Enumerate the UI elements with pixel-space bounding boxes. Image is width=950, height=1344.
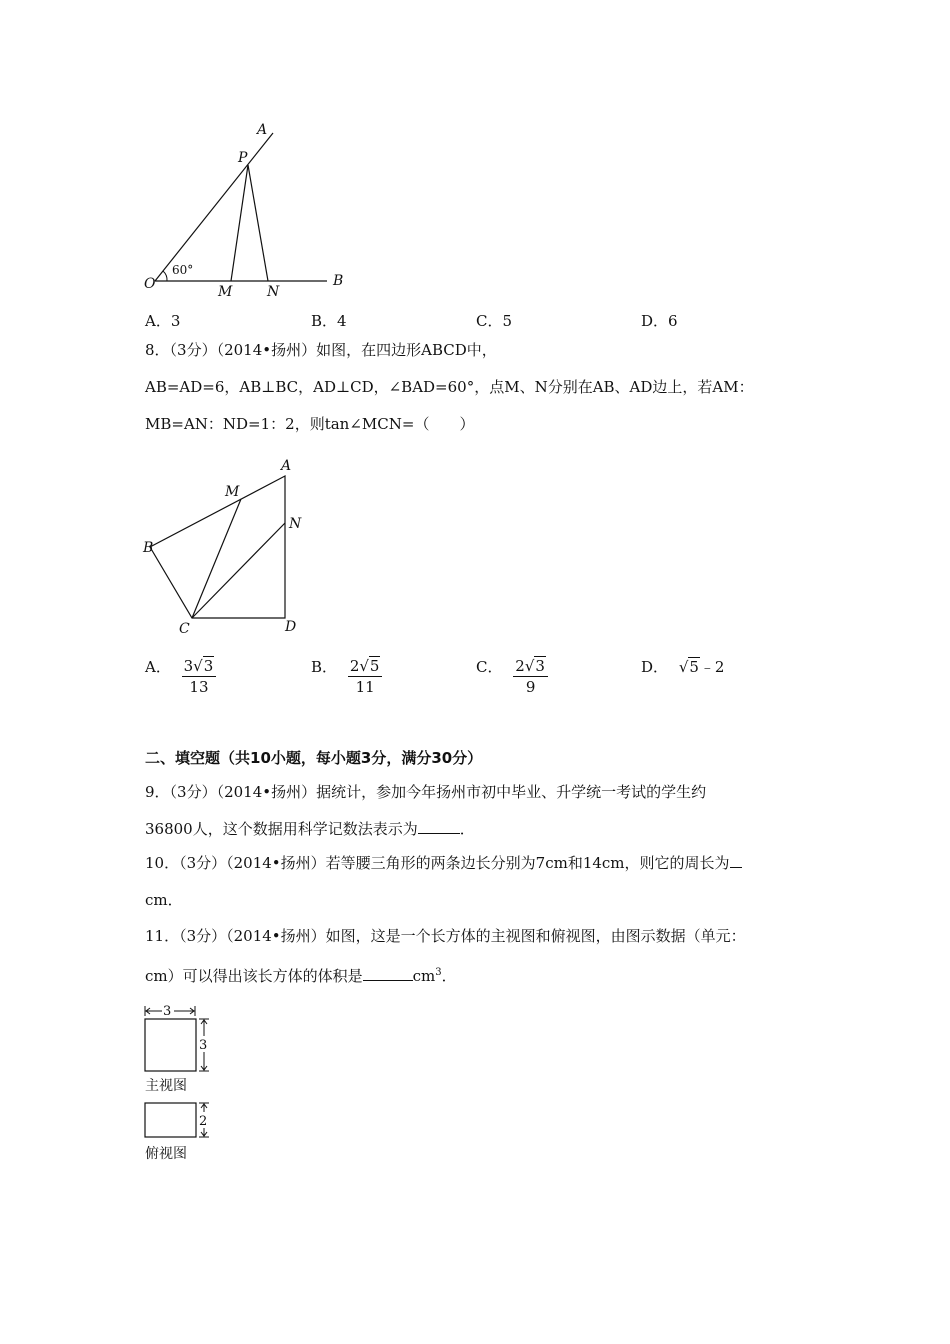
label-a: A — [281, 458, 292, 474]
label-b: B — [143, 540, 154, 556]
quadrilateral-abcd — [150, 476, 285, 618]
q9-answer-blank[interactable] — [418, 819, 460, 834]
segment-cm — [192, 499, 241, 618]
label-m: M — [218, 284, 233, 300]
q10-line1: 10．（3分）（2014•扬州）若等腰三角形的两条边长分别为7cm和14cm，则它的周长为 — [145, 853, 742, 873]
width-label: 3 — [163, 1004, 172, 1019]
top-view-rect — [145, 1103, 196, 1137]
q7-option-b: B．4 — [311, 312, 347, 330]
q9-line1: 9．（3分）（2014•扬州）据统计，参加今年扬州市初中毕业、升学统一考试的学生约 — [145, 783, 707, 801]
label-c: C — [179, 621, 190, 637]
front-view-caption: 主视图 — [145, 1078, 187, 1094]
label-d: D — [285, 619, 297, 635]
q8-figure — [135, 452, 315, 637]
q8-line2: AB=AD=6，AB⊥BC，AD⊥CD，∠BAD=60°，点M、N分别在AB、AD边上，若AM： — [145, 378, 754, 396]
q11-figure — [140, 1000, 220, 1170]
q7-option-c: C．5 — [476, 312, 513, 330]
label-n: N — [289, 516, 302, 532]
q7-figure — [130, 118, 360, 303]
q8-line1: 8．（3分）（2014•扬州）如图，在四边形ABCD中， — [145, 341, 497, 359]
angle-arc — [163, 271, 167, 281]
label-p: P — [238, 150, 248, 166]
height-label: 3 — [199, 1038, 208, 1053]
segment-cn — [192, 523, 285, 618]
q8-option-a: A． $\frac{3√3}{13}$ — [145, 656, 216, 697]
q11-line1: 11．（3分）（2014•扬州）如图，这是一个长方体的主视图和俯视图，由图示数据（单元： — [145, 927, 746, 945]
q10-answer-blank[interactable] — [730, 853, 742, 868]
label-b: B — [333, 273, 344, 289]
segment-pn — [248, 165, 268, 281]
q9-line2: 36800人，这个数据用科学记数法表示为 ． — [145, 820, 475, 838]
label-m: M — [225, 484, 240, 500]
q8-line3: MB=AN：ND=1：2，则tan∠MCN=（ ） — [145, 415, 475, 433]
top-view-caption: 俯视图 — [145, 1146, 187, 1162]
q8-option-b: B． $\frac{2√5}{11}$ — [311, 656, 382, 697]
q10-line2: cm． — [145, 891, 183, 909]
angle-label: 60° — [172, 263, 194, 277]
q8-option-c: C． $\frac{2√3}{9}$ — [476, 656, 548, 697]
label-o: O — [144, 276, 156, 292]
section-heading: 二、填空题（共10小题，每小题3分，满分30分） — [145, 749, 483, 767]
depth-label: 2 — [199, 1114, 208, 1129]
front-view-rect — [145, 1019, 196, 1071]
q8-option-d: D． √5﹣2 — [641, 658, 725, 676]
q7-option-d: D．6 — [641, 312, 678, 330]
q7-option-a: A．3 — [145, 312, 181, 330]
q11-answer-blank[interactable] — [363, 966, 413, 981]
label-a: A — [257, 122, 268, 138]
q11-line2: cm）可以得出该长方体的体积是 $cm^3$． — [145, 967, 457, 985]
label-n: N — [267, 284, 280, 300]
